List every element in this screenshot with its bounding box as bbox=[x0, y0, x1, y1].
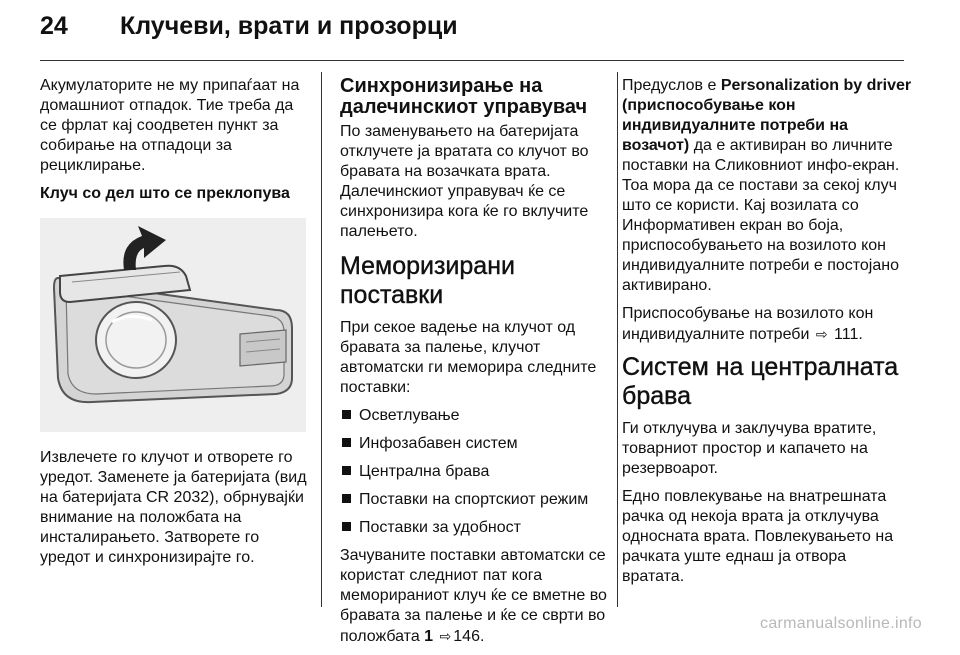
personalization-reference-text: Приспособување на возилото кон индивидуалните потреби ⇨ 111. bbox=[622, 305, 874, 343]
personalization-setting-name: Personalization by driver (приспособување кон индивидуалните потреби на возачот) bbox=[622, 77, 912, 154]
memorized-settings-heading: Меморизирани поставки bbox=[340, 252, 515, 309]
personalization-prerequisite-text: Предуслов е Personalization by driver (приспособување кон индивидуалните потреби на возачот) да е активиран во личните поставки на Сликовниот инфо-екран. Тоа мора да се постави за секој клуч што се користи. Кај возилата со Информативен екран во боја, приспособувањето на возилото кон индивидуалните потреби е постојано активирано. bbox=[622, 77, 912, 294]
memorized-settings-intro: При секое вадење на клучот од бравата за палење, клучот автоматски ги меморира следните поставки: bbox=[340, 319, 597, 396]
page-reference-link[interactable]: 146. bbox=[453, 628, 485, 645]
page-running-title: Клучеви, врати и прозорци bbox=[120, 12, 458, 40]
folding-key-heading: Клуч со дел што се преклопува bbox=[40, 185, 290, 202]
bullet-square-icon bbox=[342, 438, 351, 447]
watermark: carmanualsonline.info bbox=[760, 615, 922, 632]
key-battery-replacement-illustration bbox=[40, 218, 306, 432]
page-number: 24 bbox=[40, 12, 68, 40]
list-item-label: Инфозабавен систем bbox=[359, 435, 518, 452]
header-rule bbox=[40, 60, 904, 61]
column-3 bbox=[622, 76, 912, 595]
bullet-square-icon bbox=[342, 410, 351, 419]
list-item-label: Поставки за удобност bbox=[359, 519, 521, 536]
column-2 bbox=[340, 76, 608, 655]
central-lock-text: Ги отклучува и заклучува вратите, товарниот простор и капачето на резервоарот. bbox=[622, 420, 877, 477]
list-item-label: Осветлување bbox=[359, 407, 460, 424]
central-lock-heading: Систем на централната брава bbox=[622, 353, 899, 410]
list-item bbox=[340, 406, 608, 426]
list-item-label: Поставки на спортскиот режим bbox=[359, 491, 589, 508]
battery-disposal-text: Акумулаторите не му припаѓаат на домашниот отпадок. Тие треба да се фрлат кај соодветен пункт за собирање на отпадоци за рециклирање. bbox=[40, 77, 300, 174]
ignition-position: 1 bbox=[424, 628, 434, 645]
saved-settings-text: Зачуваните поставки автоматски се користат следниот пат кога меморираниот клуч ќе се вметне во бравата за палење и ќе се сврти во положбата 1 ⇨ 146. bbox=[340, 547, 607, 645]
page-reference-link[interactable]: 111. bbox=[834, 326, 863, 343]
bullet-square-icon bbox=[342, 494, 351, 503]
column-divider-right bbox=[617, 72, 618, 607]
memorized-settings-list bbox=[340, 406, 608, 538]
bullet-square-icon bbox=[342, 466, 351, 475]
list-item bbox=[340, 434, 608, 454]
battery-replacement-text: Извлечете го клучот и отворете го уредот. Заменете ја батеријата (вид на батеријата CR 2032), обрнувајќи внимание на положбата на инсталирањето. Затворете го уредот и синхронизирајте го. bbox=[40, 449, 307, 566]
bullet-square-icon bbox=[342, 522, 351, 531]
page-reference-arrow-icon: ⇨ bbox=[815, 326, 828, 342]
column-divider-left bbox=[321, 72, 322, 607]
page-reference-arrow-icon: ⇨ bbox=[439, 628, 452, 644]
list-item bbox=[340, 462, 608, 482]
central-lock-handle-text: Едно повлекување на внатрешната рачка од некоја врата ја отклучува односната врата. Повлекувањето на рачката уште еднаш ја отвора вратата. bbox=[622, 488, 894, 585]
list-item bbox=[340, 518, 608, 538]
list-item-label: Централна брава bbox=[359, 463, 490, 480]
list-item bbox=[340, 490, 608, 510]
sync-remote-heading: Синхронизирање на далечинскиот управувач bbox=[340, 75, 588, 118]
sync-remote-text: По заменувањето на батеријата отклучете ја вратата со клучот во бравата на возачката врата. Далечинскиот управувач ќе се синхронизира кога ќе го вклучите палењето. bbox=[340, 123, 589, 240]
column-1 bbox=[40, 76, 308, 576]
